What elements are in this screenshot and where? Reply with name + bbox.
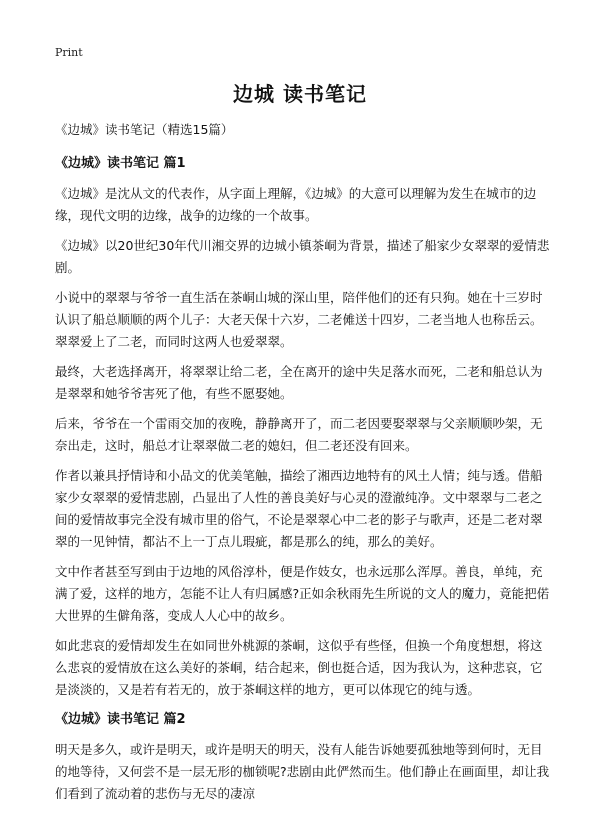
paragraph: 《边城》是沈从文的代表作，从字面上理解，《边城》的大意可以理解为发生在城市的边缘，现代文明的边缘，战争的边缘的一个故事。 bbox=[55, 186, 537, 223]
document-subtitle: 《边城》读书笔记（精选15篇） bbox=[55, 122, 234, 137]
paragraph: 后来，爷爷在一个雷雨交加的夜晚，静静离开了，而二老因要娶翠翠与父亲顺顺吵架，无奈出走，这时，船总才让翠翠做二老的媳妇，但二老还没有回来。 bbox=[55, 416, 543, 453]
section-heading: 《边城》读书笔记 篇2 bbox=[55, 712, 186, 727]
section-heading: 《边城》读书笔记 篇1 bbox=[55, 156, 186, 171]
paragraph: 明天是多久，或许是明天，或许是明天的明天，没有人能告诉她要孤独地等到何时，无目的地等待，又何尝不是一层无形的枷锁呢?悲剧由此俨然而生。他们静止在画面里，却让我们看到了流动着的悲伤与无尽的凄凉 bbox=[55, 742, 550, 801]
paragraph: 最终，大老选择离开，将翠翠让给二老，全在离开的途中失足落水而死，二老和船总认为是翠翠和她爷爷害死了他，有些不愿娶她。 bbox=[55, 364, 543, 401]
document-body bbox=[55, 119, 550, 813]
paragraph: 如此悲哀的爱情却发生在如同世外桃源的茶峒，这似乎有些怪，但换一个角度想想，将这么悲哀的爱情放在这么美好的茶峒，结合起来，倒也挺合适，因为我认为，这种悲哀，它是淡淡的，又是若有若无的，放于茶峒这样的地方，更可以体现它的纯与透。 bbox=[55, 638, 543, 697]
section-2 bbox=[55, 709, 550, 805]
paragraph: 《边城》以20世纪30年代川湘交界的边城小镇茶峒为背景，描述了船家少女翠翠的爱情悲剧。 bbox=[55, 238, 550, 275]
page-title: 边城 读书笔记 bbox=[233, 82, 367, 106]
print-link[interactable]: Print bbox=[55, 46, 83, 59]
paragraph: 文中作者甚至写到由于边地的风俗淳朴，便是作妓女，也永远那么浑厚。善良，单纯，充满了爱，这样的地方，怎能不让人有归属感?正如余秋雨先生所说的文人的魔力，竟能把偌大世界的生僻角落，变成人人心中的故乡。 bbox=[55, 564, 550, 623]
section-1 bbox=[55, 153, 550, 701]
paragraph: 小说中的翠翠与爷爷一直生活在茶峒山城的深山里，陪伴他们的还有只狗。她在十三岁时认识了船总顺顺的两个儿子：大老天保十六岁，二老傩送十四岁，二老当地人也称岳云。翠翠爱上了二老，而同时这两人也爱翠翠。 bbox=[55, 290, 543, 349]
paragraph: 作者以兼具抒情诗和小品文的优美笔触，描绘了湘西边地特有的风土人情；纯与透。借船家少女翠翠的爱情悲剧，凸显出了人性的善良美好与心灵的澄澈纯净。文中翠翠与二老之间的爱情故事完全没有城市里的俗气，不论是翠翠心中二老的影子与歌声，还是二老对翠翠的一见钟情，都沾不上一丁点儿瑕疵，都是那么的纯，那么的美好。 bbox=[55, 468, 543, 549]
